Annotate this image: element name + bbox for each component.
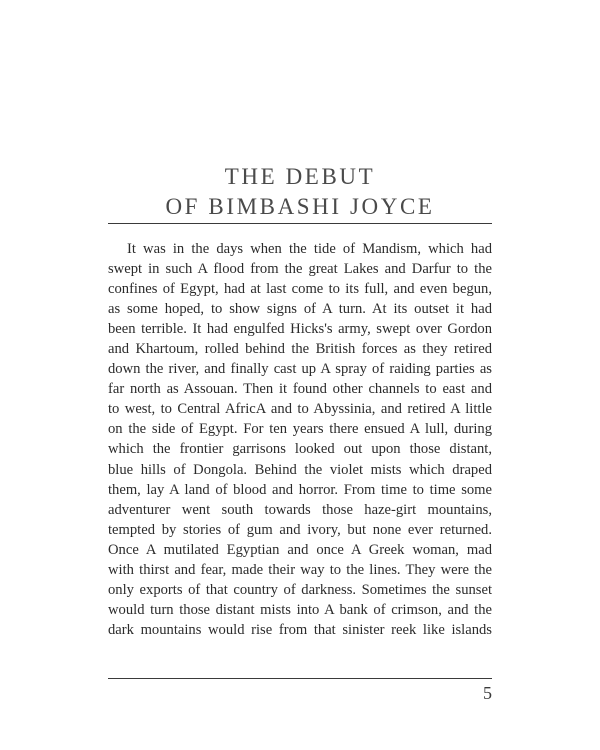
- body-line: confines of Egypt, had at last come to its full, and even begun,: [108, 281, 492, 298]
- page-number: 5: [483, 683, 492, 703]
- chapter-title-line-2: OF BIMBASHI JOYCE: [165, 194, 435, 219]
- body-line: dark mountains would rise from that sinister reek like islands: [108, 621, 492, 638]
- body-line: far north as Assouan. Then it found other channels to east and: [108, 381, 492, 398]
- body-line: on the side of Egypt. For ten years there ensued A lull, during: [108, 421, 492, 438]
- chapter-title-line-1: THE DEBUT: [224, 164, 376, 189]
- footer-divider-rule: [108, 678, 492, 679]
- body-line: tempted by stories of gum and ivory, but none ever returned.: [108, 521, 492, 538]
- body-line: would turn those distant mists into A bank of crimson, and the: [108, 601, 492, 618]
- body-line: as some hoped, to show signs of A turn. At its outset it had: [108, 301, 492, 318]
- body-line: adventurer went south towards those haze-girt mountains,: [108, 501, 492, 518]
- body-line: blue hills of Dongola. Behind the violet mists which draped: [108, 461, 492, 478]
- body-line: swept in such A flood from the great Lakes and Darfur to the: [108, 261, 492, 278]
- body-line: only exports of that country of darkness. Sometimes the sunset: [108, 581, 492, 598]
- body-line: and Khartoum, rolled behind the British forces as they retired: [108, 341, 492, 358]
- title-divider-rule: [108, 223, 492, 224]
- body-line: to west, to Central AfricA and to Abyssinia, and retired A little: [108, 401, 492, 418]
- body-line: down the river, and finally cast up A spray of raiding parties as: [108, 361, 492, 378]
- body-line: Once A mutilated Egyptian and once A Greek woman, mad: [108, 541, 492, 558]
- body-line: with thirst and fear, made their way to the lines. They were the: [108, 561, 492, 578]
- body-line: which the frontier garrisons looked out upon those distant,: [108, 441, 492, 458]
- chapter-body-text: [108, 239, 492, 640]
- body-line: them, lay A land of blood and horror. From time to time some: [108, 481, 492, 498]
- body-line: It was in the days when the tide of Mandism, which had: [127, 241, 492, 257]
- body-line: been terrible. It had engulfed Hicks's army, swept over Gordon: [108, 321, 492, 338]
- chapter-title: [0, 162, 600, 222]
